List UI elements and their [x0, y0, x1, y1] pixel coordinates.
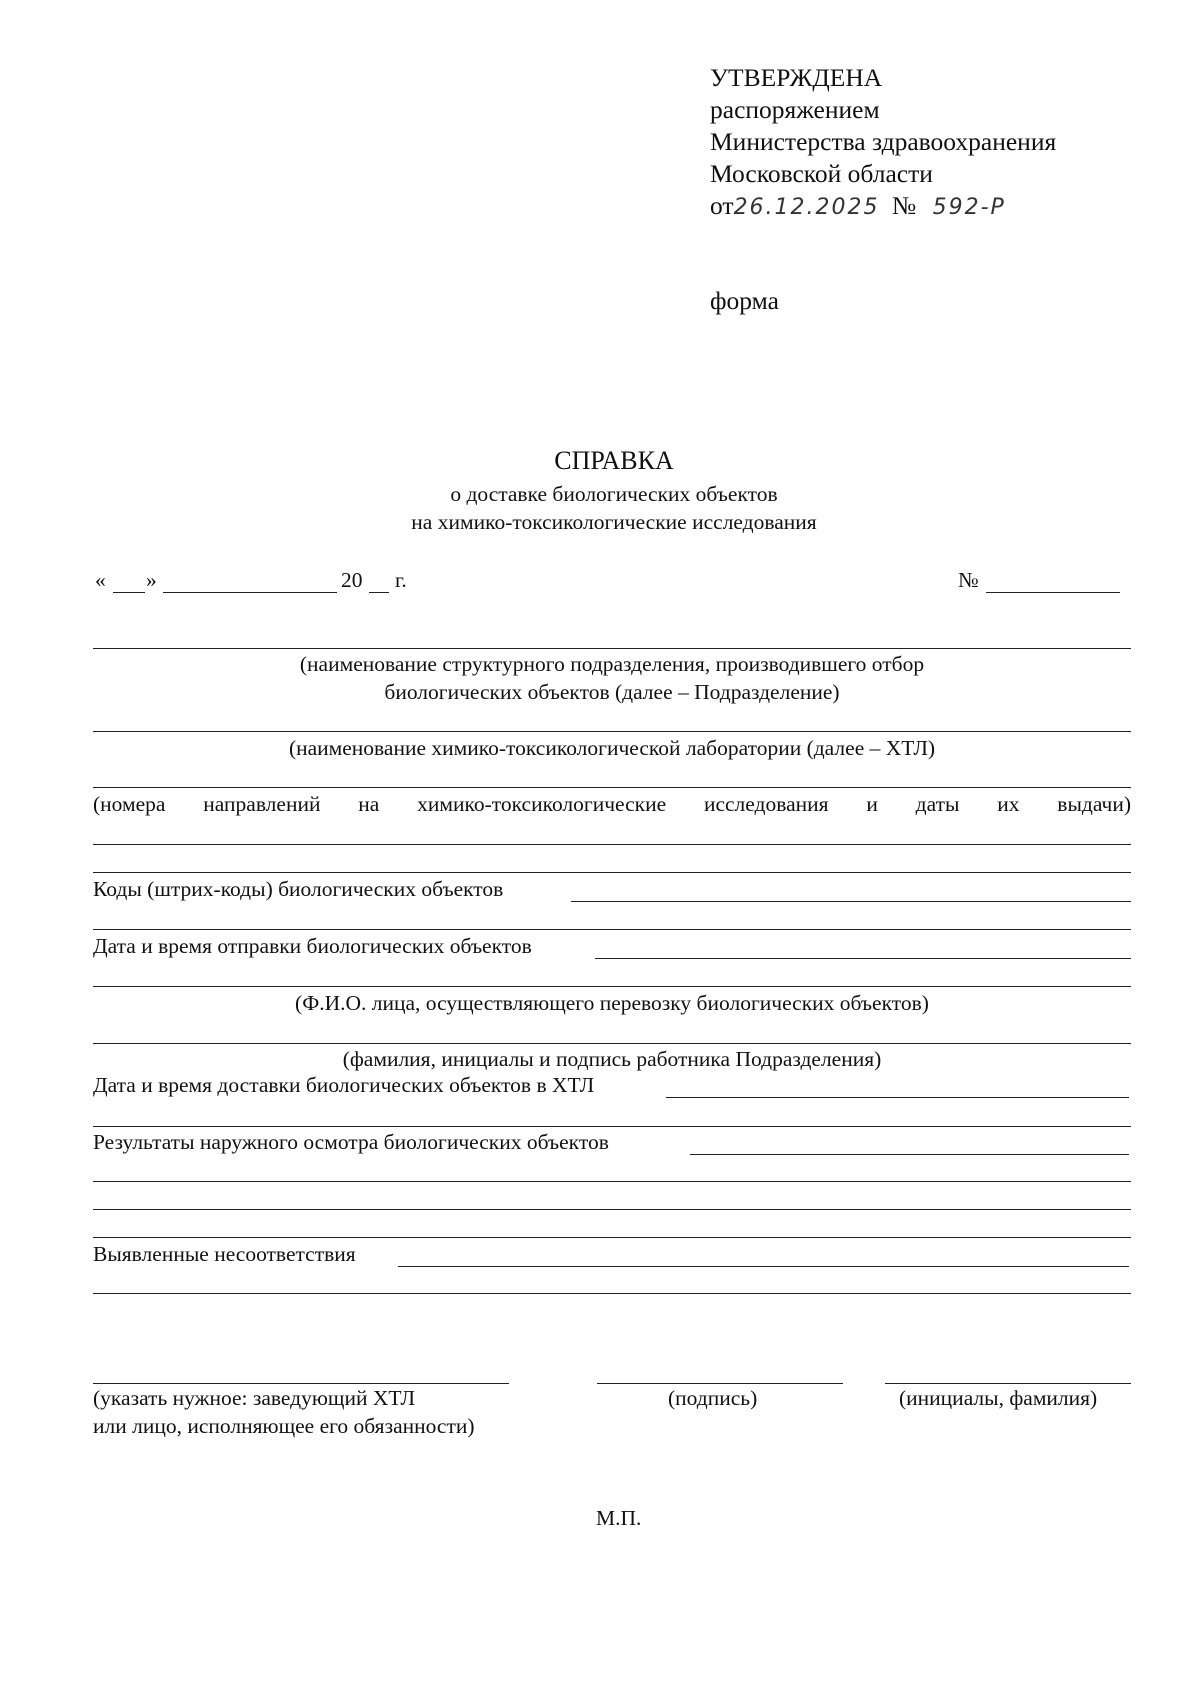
handwritten-number: 592-Р [932, 195, 1006, 220]
directions-word: и [866, 792, 878, 816]
discrepancies-input-line[interactable] [398, 1266, 1129, 1267]
codes-extra-line[interactable] [93, 929, 1131, 930]
year-blank[interactable] [369, 592, 389, 593]
approval-line3: Московской области [710, 159, 933, 188]
position-caption-1: (указать нужное: заведующий ХТЛ [93, 1386, 416, 1410]
subdivision-caption-2: биологических объектов (далее – Подразделение) [384, 680, 840, 704]
subdivision-line[interactable] [93, 648, 1131, 649]
name-line[interactable] [885, 1383, 1131, 1384]
number-blank[interactable] [986, 592, 1120, 593]
number-label: № [958, 568, 979, 592]
position-caption-2: или лицо, исполняющее его обязанности) [93, 1414, 475, 1438]
codes-label: Коды (штрих-коды) биологических объектов [93, 877, 504, 901]
form-label: форма [710, 286, 779, 315]
delivery-label: Дата и время доставки биологических объектов в ХТЛ [93, 1073, 595, 1097]
year-prefix: 20 [341, 568, 363, 592]
month-blank[interactable] [163, 592, 337, 593]
delivery-extra-line[interactable] [93, 1126, 1131, 1127]
directions-word: выдачи) [1057, 792, 1131, 816]
position-line[interactable] [93, 1383, 509, 1384]
discrepancies-label: Выявленные несоответствия [93, 1242, 356, 1266]
directions-word: даты [915, 792, 960, 816]
approval-line1: распоряжением [710, 95, 880, 124]
dispatch-label: Дата и время отправки биологических объектов [93, 934, 532, 958]
document-subtitle-2: на химико-токсикологические исследования [411, 510, 817, 534]
codes-input-line[interactable] [571, 901, 1131, 902]
inspection-input-line[interactable] [690, 1154, 1129, 1155]
worker-caption: (фамилия, инициалы и подпись работника Подразделения) [342, 1047, 882, 1071]
inspection-label: Результаты наружного осмотра биологических объектов [93, 1130, 609, 1154]
approval-date-row [710, 190, 1006, 224]
directions-word: исследования [703, 792, 829, 816]
directions-extra-line-1[interactable] [93, 844, 1131, 845]
transporter-caption: (Ф.И.О. лица, осуществляющего перевозку биологических объектов) [295, 991, 929, 1015]
document-title: СПРАВКА [554, 446, 674, 475]
directions-word: их [997, 792, 1020, 816]
dispatch-input-line[interactable] [595, 958, 1131, 959]
handwritten-date: 26.12.2025 [733, 195, 880, 220]
discrepancies-extra-line[interactable] [93, 1293, 1131, 1294]
transporter-line[interactable] [93, 986, 1131, 987]
day-blank[interactable] [113, 592, 145, 593]
stamp-place: М.П. [596, 1506, 642, 1530]
directions-word: химико-токсикологические [417, 792, 667, 816]
worker-line[interactable] [93, 1043, 1131, 1044]
date-close-quote: » [146, 568, 157, 592]
directions-extra-line-2[interactable] [93, 872, 1131, 873]
year-suffix: г. [395, 568, 407, 592]
date-prefix: от [710, 191, 734, 220]
inspection-extra-line-2[interactable] [93, 1209, 1131, 1210]
approval-line2: Министерства здравоохранения [710, 127, 1057, 156]
subdivision-caption-1: (наименование структурного подразделения, производившего отбор [299, 652, 925, 676]
lab-line[interactable] [93, 731, 1131, 732]
lab-caption: (наименование химико-токсикологической лаборатории (далее – ХТЛ) [288, 736, 936, 760]
number-prefix: № [891, 191, 917, 220]
document-subtitle-1: о доставке биологических объектов [450, 482, 778, 506]
directions-word: на [358, 792, 380, 816]
directions-word: направлений [203, 792, 321, 816]
inspection-extra-line-3[interactable] [93, 1237, 1131, 1238]
directions-line[interactable] [93, 787, 1131, 788]
name-caption: (инициалы, фамилия) [899, 1386, 1098, 1410]
date-open-quote: « [95, 568, 106, 592]
signature-line[interactable] [597, 1383, 843, 1384]
directions-caption [93, 792, 1131, 817]
delivery-input-line[interactable] [666, 1097, 1129, 1098]
directions-word: (номера [93, 792, 166, 816]
signature-caption: (подпись) [668, 1386, 758, 1410]
approval-heading: УТВЕРЖДЕНА [710, 63, 883, 92]
inspection-extra-line-1[interactable] [93, 1181, 1131, 1182]
